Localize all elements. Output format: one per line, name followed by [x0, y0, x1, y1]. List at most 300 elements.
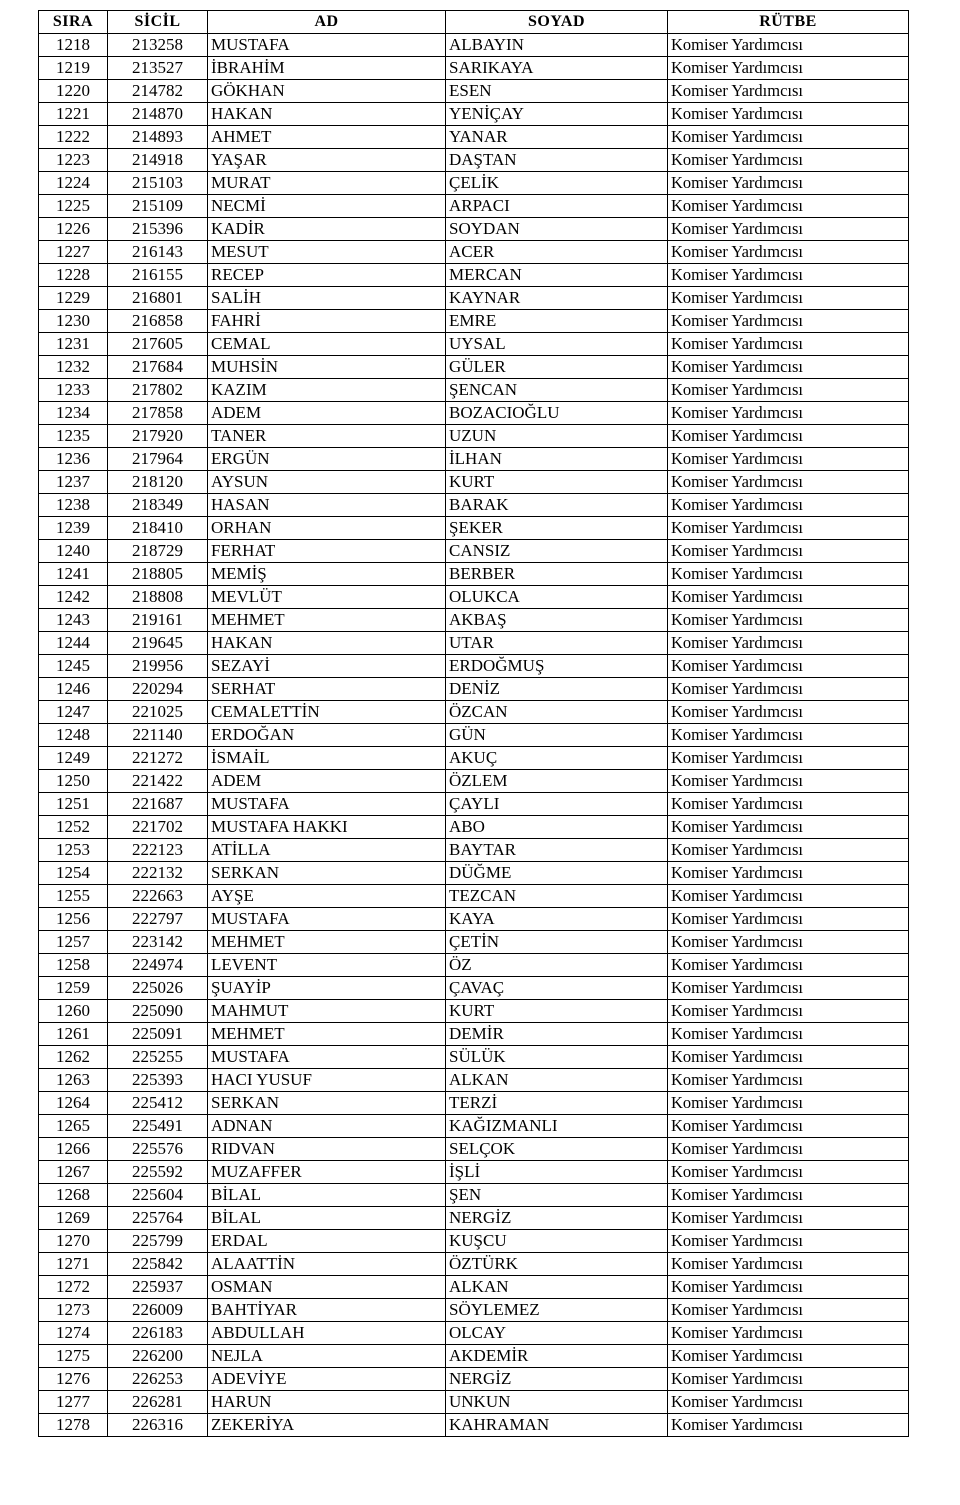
- cell-ad: ERGÜN: [208, 448, 446, 471]
- cell-ad: CEMAL: [208, 333, 446, 356]
- cell-rutbe: Komiser Yardımcısı: [668, 34, 909, 57]
- cell-ad: ERDAL: [208, 1230, 446, 1253]
- cell-soyad: ÖZTÜRK: [446, 1253, 668, 1276]
- cell-rutbe: Komiser Yardımcısı: [668, 678, 909, 701]
- cell-sira: 1269: [39, 1207, 108, 1230]
- cell-ad: KADİR: [208, 218, 446, 241]
- cell-soyad: NERGİZ: [446, 1207, 668, 1230]
- table-row: [39, 885, 909, 908]
- cell-rutbe: Komiser Yardımcısı: [668, 1414, 909, 1437]
- cell-sira: 1240: [39, 540, 108, 563]
- cell-soyad: KURT: [446, 1000, 668, 1023]
- cell-soyad: YENİÇAY: [446, 103, 668, 126]
- cell-sicil: 225764: [108, 1207, 208, 1230]
- table-row: [39, 770, 909, 793]
- cell-ad: ATİLLA: [208, 839, 446, 862]
- cell-ad: MEHMET: [208, 609, 446, 632]
- cell-sicil: 215396: [108, 218, 208, 241]
- table-row: [39, 1207, 909, 1230]
- cell-soyad: AKUÇ: [446, 747, 668, 770]
- cell-sira: 1275: [39, 1345, 108, 1368]
- cell-sira: 1255: [39, 885, 108, 908]
- cell-rutbe: Komiser Yardımcısı: [668, 747, 909, 770]
- cell-rutbe: Komiser Yardımcısı: [668, 402, 909, 425]
- cell-soyad: SÖYLEMEZ: [446, 1299, 668, 1322]
- cell-ad: MUSTAFA: [208, 34, 446, 57]
- column-header-rutbe: RÜTBE: [668, 11, 909, 34]
- cell-sicil: 226253: [108, 1368, 208, 1391]
- cell-sicil: 226200: [108, 1345, 208, 1368]
- cell-ad: MESUT: [208, 241, 446, 264]
- table-row: [39, 1161, 909, 1184]
- cell-soyad: ÖZ: [446, 954, 668, 977]
- cell-ad: BİLAL: [208, 1184, 446, 1207]
- table-row: [39, 264, 909, 287]
- cell-ad: MEHMET: [208, 1023, 446, 1046]
- cell-ad: YAŞAR: [208, 149, 446, 172]
- cell-sicil: 222663: [108, 885, 208, 908]
- table-row: [39, 586, 909, 609]
- cell-rutbe: Komiser Yardımcısı: [668, 1230, 909, 1253]
- cell-sira: 1263: [39, 1069, 108, 1092]
- cell-rutbe: Komiser Yardımcısı: [668, 1046, 909, 1069]
- table-row: [39, 724, 909, 747]
- cell-sicil: 218120: [108, 471, 208, 494]
- cell-sicil: 222123: [108, 839, 208, 862]
- cell-soyad: MERCAN: [446, 264, 668, 287]
- cell-sicil: 226281: [108, 1391, 208, 1414]
- cell-ad: SEZAYİ: [208, 655, 446, 678]
- cell-ad: HARUN: [208, 1391, 446, 1414]
- cell-sicil: 214870: [108, 103, 208, 126]
- cell-sira: 1251: [39, 793, 108, 816]
- cell-sira: 1265: [39, 1115, 108, 1138]
- cell-ad: HASAN: [208, 494, 446, 517]
- table-row: [39, 471, 909, 494]
- cell-sicil: 218349: [108, 494, 208, 517]
- cell-sira: 1257: [39, 931, 108, 954]
- table-row: [39, 310, 909, 333]
- cell-sira: 1241: [39, 563, 108, 586]
- cell-sira: 1252: [39, 816, 108, 839]
- table-row: [39, 425, 909, 448]
- cell-ad: ALAATTİN: [208, 1253, 446, 1276]
- table-row: [39, 540, 909, 563]
- cell-soyad: TERZİ: [446, 1092, 668, 1115]
- cell-rutbe: Komiser Yardımcısı: [668, 1322, 909, 1345]
- cell-sicil: 221025: [108, 701, 208, 724]
- table-row: [39, 839, 909, 862]
- table-row: [39, 793, 909, 816]
- cell-soyad: ŞEKER: [446, 517, 668, 540]
- cell-sira: 1227: [39, 241, 108, 264]
- cell-ad: HAKAN: [208, 632, 446, 655]
- cell-sicil: 221272: [108, 747, 208, 770]
- cell-rutbe: Komiser Yardımcısı: [668, 103, 909, 126]
- cell-ad: MUSTAFA HAKKI: [208, 816, 446, 839]
- cell-sira: 1264: [39, 1092, 108, 1115]
- cell-ad: HAKAN: [208, 103, 446, 126]
- header-row: [39, 11, 909, 34]
- table-row: [39, 218, 909, 241]
- cell-soyad: ALBAYIN: [446, 34, 668, 57]
- table-row: [39, 1115, 909, 1138]
- cell-soyad: ÇETİN: [446, 931, 668, 954]
- cell-sicil: 222797: [108, 908, 208, 931]
- cell-sicil: 218808: [108, 586, 208, 609]
- table-row: [39, 931, 909, 954]
- cell-sicil: 220294: [108, 678, 208, 701]
- cell-soyad: KAĞIZMANLI: [446, 1115, 668, 1138]
- cell-sicil: 219645: [108, 632, 208, 655]
- cell-rutbe: Komiser Yardımcısı: [668, 724, 909, 747]
- table-row: [39, 1414, 909, 1437]
- cell-sira: 1278: [39, 1414, 108, 1437]
- table-header: [39, 11, 909, 34]
- cell-sira: 1270: [39, 1230, 108, 1253]
- column-header-ad: AD: [208, 11, 446, 34]
- cell-ad: AYSUN: [208, 471, 446, 494]
- cell-rutbe: Komiser Yardımcısı: [668, 954, 909, 977]
- cell-rutbe: Komiser Yardımcısı: [668, 379, 909, 402]
- table-row: [39, 1092, 909, 1115]
- column-header-sicil: SİCİL: [108, 11, 208, 34]
- cell-rutbe: Komiser Yardımcısı: [668, 1207, 909, 1230]
- cell-sicil: 225090: [108, 1000, 208, 1023]
- cell-sira: 1268: [39, 1184, 108, 1207]
- cell-sicil: 226316: [108, 1414, 208, 1437]
- cell-ad: SERHAT: [208, 678, 446, 701]
- cell-rutbe: Komiser Yardımcısı: [668, 126, 909, 149]
- cell-sicil: 221140: [108, 724, 208, 747]
- cell-ad: ADNAN: [208, 1115, 446, 1138]
- table-row: [39, 517, 909, 540]
- cell-sicil: 218410: [108, 517, 208, 540]
- table-row: [39, 402, 909, 425]
- cell-ad: SALİH: [208, 287, 446, 310]
- table-row: [39, 954, 909, 977]
- cell-rutbe: Komiser Yardımcısı: [668, 885, 909, 908]
- cell-sira: 1266: [39, 1138, 108, 1161]
- cell-sira: 1230: [39, 310, 108, 333]
- personnel-table: [38, 10, 909, 1437]
- cell-sira: 1229: [39, 287, 108, 310]
- cell-ad: ORHAN: [208, 517, 446, 540]
- cell-sira: 1247: [39, 701, 108, 724]
- table-row: [39, 494, 909, 517]
- cell-sira: 1224: [39, 172, 108, 195]
- table-row: [39, 678, 909, 701]
- cell-soyad: GÜLER: [446, 356, 668, 379]
- table-row: [39, 1391, 909, 1414]
- table-row: [39, 1322, 909, 1345]
- cell-sicil: 225592: [108, 1161, 208, 1184]
- cell-rutbe: Komiser Yardımcısı: [668, 1345, 909, 1368]
- cell-ad: NECMİ: [208, 195, 446, 218]
- cell-soyad: BERBER: [446, 563, 668, 586]
- cell-soyad: YANAR: [446, 126, 668, 149]
- cell-soyad: AKDEMİR: [446, 1345, 668, 1368]
- cell-rutbe: Komiser Yardımcısı: [668, 356, 909, 379]
- table-row: [39, 977, 909, 1000]
- cell-rutbe: Komiser Yardımcısı: [668, 1184, 909, 1207]
- cell-sira: 1273: [39, 1299, 108, 1322]
- cell-soyad: ÖZLEM: [446, 770, 668, 793]
- cell-ad: ADEVİYE: [208, 1368, 446, 1391]
- cell-sicil: 223142: [108, 931, 208, 954]
- cell-rutbe: Komiser Yardımcısı: [668, 839, 909, 862]
- cell-soyad: İŞLİ: [446, 1161, 668, 1184]
- cell-sira: 1226: [39, 218, 108, 241]
- cell-rutbe: Komiser Yardımcısı: [668, 80, 909, 103]
- cell-ad: AYŞE: [208, 885, 446, 908]
- cell-ad: LEVENT: [208, 954, 446, 977]
- cell-ad: BAHTİYAR: [208, 1299, 446, 1322]
- table-body: [39, 34, 909, 1437]
- table-row: [39, 1000, 909, 1023]
- cell-sira: 1234: [39, 402, 108, 425]
- cell-soyad: ERDOĞMUŞ: [446, 655, 668, 678]
- cell-soyad: KURT: [446, 471, 668, 494]
- table-row: [39, 1276, 909, 1299]
- cell-rutbe: Komiser Yardımcısı: [668, 862, 909, 885]
- cell-sicil: 216155: [108, 264, 208, 287]
- cell-rutbe: Komiser Yardımcısı: [668, 1253, 909, 1276]
- cell-rutbe: Komiser Yardımcısı: [668, 540, 909, 563]
- cell-rutbe: Komiser Yardımcısı: [668, 448, 909, 471]
- table-row: [39, 287, 909, 310]
- cell-sicil: 225576: [108, 1138, 208, 1161]
- cell-soyad: ESEN: [446, 80, 668, 103]
- cell-soyad: KAHRAMAN: [446, 1414, 668, 1437]
- cell-ad: SERKAN: [208, 1092, 446, 1115]
- table-row: [39, 701, 909, 724]
- cell-sira: 1276: [39, 1368, 108, 1391]
- cell-sicil: 217605: [108, 333, 208, 356]
- cell-sira: 1258: [39, 954, 108, 977]
- cell-sicil: 225026: [108, 977, 208, 1000]
- cell-sira: 1271: [39, 1253, 108, 1276]
- cell-soyad: UNKUN: [446, 1391, 668, 1414]
- cell-rutbe: Komiser Yardımcısı: [668, 517, 909, 540]
- column-header-soyad: SOYAD: [446, 11, 668, 34]
- cell-rutbe: Komiser Yardımcısı: [668, 632, 909, 655]
- cell-soyad: ÇAVAÇ: [446, 977, 668, 1000]
- cell-soyad: KAYNAR: [446, 287, 668, 310]
- cell-ad: MUSTAFA: [208, 793, 446, 816]
- cell-sicil: 221702: [108, 816, 208, 839]
- table-row: [39, 103, 909, 126]
- cell-sira: 1219: [39, 57, 108, 80]
- table-row: [39, 1299, 909, 1322]
- cell-soyad: BOZACIOĞLU: [446, 402, 668, 425]
- cell-rutbe: Komiser Yardımcısı: [668, 609, 909, 632]
- table-row: [39, 241, 909, 264]
- table-row: [39, 816, 909, 839]
- cell-sicil: 217802: [108, 379, 208, 402]
- cell-sira: 1260: [39, 1000, 108, 1023]
- cell-sira: 1254: [39, 862, 108, 885]
- cell-sicil: 225412: [108, 1092, 208, 1115]
- cell-soyad: KAYA: [446, 908, 668, 931]
- table-row: [39, 655, 909, 678]
- cell-ad: ERDOĞAN: [208, 724, 446, 747]
- cell-rutbe: Komiser Yardımcısı: [668, 1092, 909, 1115]
- cell-rutbe: Komiser Yardımcısı: [668, 655, 909, 678]
- cell-soyad: EMRE: [446, 310, 668, 333]
- cell-sira: 1277: [39, 1391, 108, 1414]
- cell-ad: ŞUAYİP: [208, 977, 446, 1000]
- cell-ad: GÖKHAN: [208, 80, 446, 103]
- cell-ad: MUHSİN: [208, 356, 446, 379]
- cell-sicil: 225842: [108, 1253, 208, 1276]
- table-row: [39, 1345, 909, 1368]
- cell-sicil: 216801: [108, 287, 208, 310]
- cell-soyad: ÇELİK: [446, 172, 668, 195]
- cell-sicil: 225491: [108, 1115, 208, 1138]
- cell-rutbe: Komiser Yardımcısı: [668, 333, 909, 356]
- cell-sicil: 217858: [108, 402, 208, 425]
- cell-soyad: UYSAL: [446, 333, 668, 356]
- cell-sira: 1274: [39, 1322, 108, 1345]
- cell-sicil: 225937: [108, 1276, 208, 1299]
- cell-sicil: 218729: [108, 540, 208, 563]
- table-row: [39, 1046, 909, 1069]
- cell-ad: MURAT: [208, 172, 446, 195]
- table-row: [39, 149, 909, 172]
- cell-sira: 1244: [39, 632, 108, 655]
- cell-soyad: CANSIZ: [446, 540, 668, 563]
- cell-sira: 1220: [39, 80, 108, 103]
- table-row: [39, 563, 909, 586]
- table-row: [39, 1069, 909, 1092]
- cell-sicil: 225799: [108, 1230, 208, 1253]
- cell-soyad: KUŞCU: [446, 1230, 668, 1253]
- cell-soyad: ABO: [446, 816, 668, 839]
- cell-rutbe: Komiser Yardımcısı: [668, 149, 909, 172]
- cell-soyad: SOYDAN: [446, 218, 668, 241]
- cell-sira: 1218: [39, 34, 108, 57]
- cell-rutbe: Komiser Yardımcısı: [668, 241, 909, 264]
- cell-ad: AHMET: [208, 126, 446, 149]
- cell-ad: İBRAHİM: [208, 57, 446, 80]
- cell-sira: 1239: [39, 517, 108, 540]
- cell-ad: ABDULLAH: [208, 1322, 446, 1345]
- cell-ad: RIDVAN: [208, 1138, 446, 1161]
- cell-ad: MEVLÜT: [208, 586, 446, 609]
- cell-sira: 1242: [39, 586, 108, 609]
- table-row: [39, 1023, 909, 1046]
- cell-rutbe: Komiser Yardımcısı: [668, 264, 909, 287]
- cell-ad: BİLAL: [208, 1207, 446, 1230]
- cell-soyad: ŞENCAN: [446, 379, 668, 402]
- table-row: [39, 1368, 909, 1391]
- cell-soyad: BARAK: [446, 494, 668, 517]
- cell-sicil: 217684: [108, 356, 208, 379]
- cell-soyad: ÇAYLI: [446, 793, 668, 816]
- cell-sira: 1272: [39, 1276, 108, 1299]
- table-row: [39, 1230, 909, 1253]
- cell-rutbe: Komiser Yardımcısı: [668, 1115, 909, 1138]
- cell-ad: MAHMUT: [208, 1000, 446, 1023]
- cell-sira: 1222: [39, 126, 108, 149]
- cell-ad: ADEM: [208, 770, 446, 793]
- cell-ad: ADEM: [208, 402, 446, 425]
- table-row: [39, 1253, 909, 1276]
- cell-soyad: DENİZ: [446, 678, 668, 701]
- column-header-sira: SIRA: [39, 11, 108, 34]
- cell-ad: RECEP: [208, 264, 446, 287]
- cell-sira: 1237: [39, 471, 108, 494]
- cell-sicil: 221422: [108, 770, 208, 793]
- cell-sicil: 216143: [108, 241, 208, 264]
- cell-rutbe: Komiser Yardımcısı: [668, 172, 909, 195]
- cell-sicil: 218805: [108, 563, 208, 586]
- cell-soyad: DAŞTAN: [446, 149, 668, 172]
- cell-rutbe: Komiser Yardımcısı: [668, 57, 909, 80]
- table-row: [39, 80, 909, 103]
- cell-sicil: 217964: [108, 448, 208, 471]
- table-row: [39, 908, 909, 931]
- cell-soyad: SÜLÜK: [446, 1046, 668, 1069]
- cell-soyad: OLUKCA: [446, 586, 668, 609]
- cell-rutbe: Komiser Yardımcısı: [668, 816, 909, 839]
- cell-sira: 1261: [39, 1023, 108, 1046]
- cell-sicil: 213258: [108, 34, 208, 57]
- cell-soyad: TEZCAN: [446, 885, 668, 908]
- cell-ad: SERKAN: [208, 862, 446, 885]
- cell-sicil: 226183: [108, 1322, 208, 1345]
- cell-rutbe: Komiser Yardımcısı: [668, 793, 909, 816]
- cell-soyad: OLCAY: [446, 1322, 668, 1345]
- cell-sira: 1233: [39, 379, 108, 402]
- cell-sicil: 219161: [108, 609, 208, 632]
- cell-ad: MUSTAFA: [208, 908, 446, 931]
- cell-sicil: 216858: [108, 310, 208, 333]
- cell-sicil: 214893: [108, 126, 208, 149]
- cell-ad: MEMİŞ: [208, 563, 446, 586]
- cell-ad: MEHMET: [208, 931, 446, 954]
- cell-soyad: SARIKAYA: [446, 57, 668, 80]
- cell-rutbe: Komiser Yardımcısı: [668, 310, 909, 333]
- cell-sicil: 222132: [108, 862, 208, 885]
- cell-rutbe: Komiser Yardımcısı: [668, 1368, 909, 1391]
- cell-rutbe: Komiser Yardımcısı: [668, 425, 909, 448]
- table-row: [39, 862, 909, 885]
- cell-soyad: ÖZCAN: [446, 701, 668, 724]
- cell-ad: MUZAFFER: [208, 1161, 446, 1184]
- cell-soyad: AKBAŞ: [446, 609, 668, 632]
- cell-rutbe: Komiser Yardımcısı: [668, 586, 909, 609]
- cell-sira: 1249: [39, 747, 108, 770]
- cell-soyad: ALKAN: [446, 1276, 668, 1299]
- table-row: [39, 195, 909, 218]
- cell-soyad: UZUN: [446, 425, 668, 448]
- cell-sira: 1223: [39, 149, 108, 172]
- cell-soyad: GÜN: [446, 724, 668, 747]
- cell-sicil: 225393: [108, 1069, 208, 1092]
- cell-soyad: UTAR: [446, 632, 668, 655]
- cell-ad: MUSTAFA: [208, 1046, 446, 1069]
- cell-rutbe: Komiser Yardımcısı: [668, 1138, 909, 1161]
- cell-ad: İSMAİL: [208, 747, 446, 770]
- cell-rutbe: Komiser Yardımcısı: [668, 287, 909, 310]
- cell-sira: 1231: [39, 333, 108, 356]
- cell-sicil: 214918: [108, 149, 208, 172]
- cell-soyad: BAYTAR: [446, 839, 668, 862]
- cell-soyad: ARPACI: [446, 195, 668, 218]
- cell-sira: 1221: [39, 103, 108, 126]
